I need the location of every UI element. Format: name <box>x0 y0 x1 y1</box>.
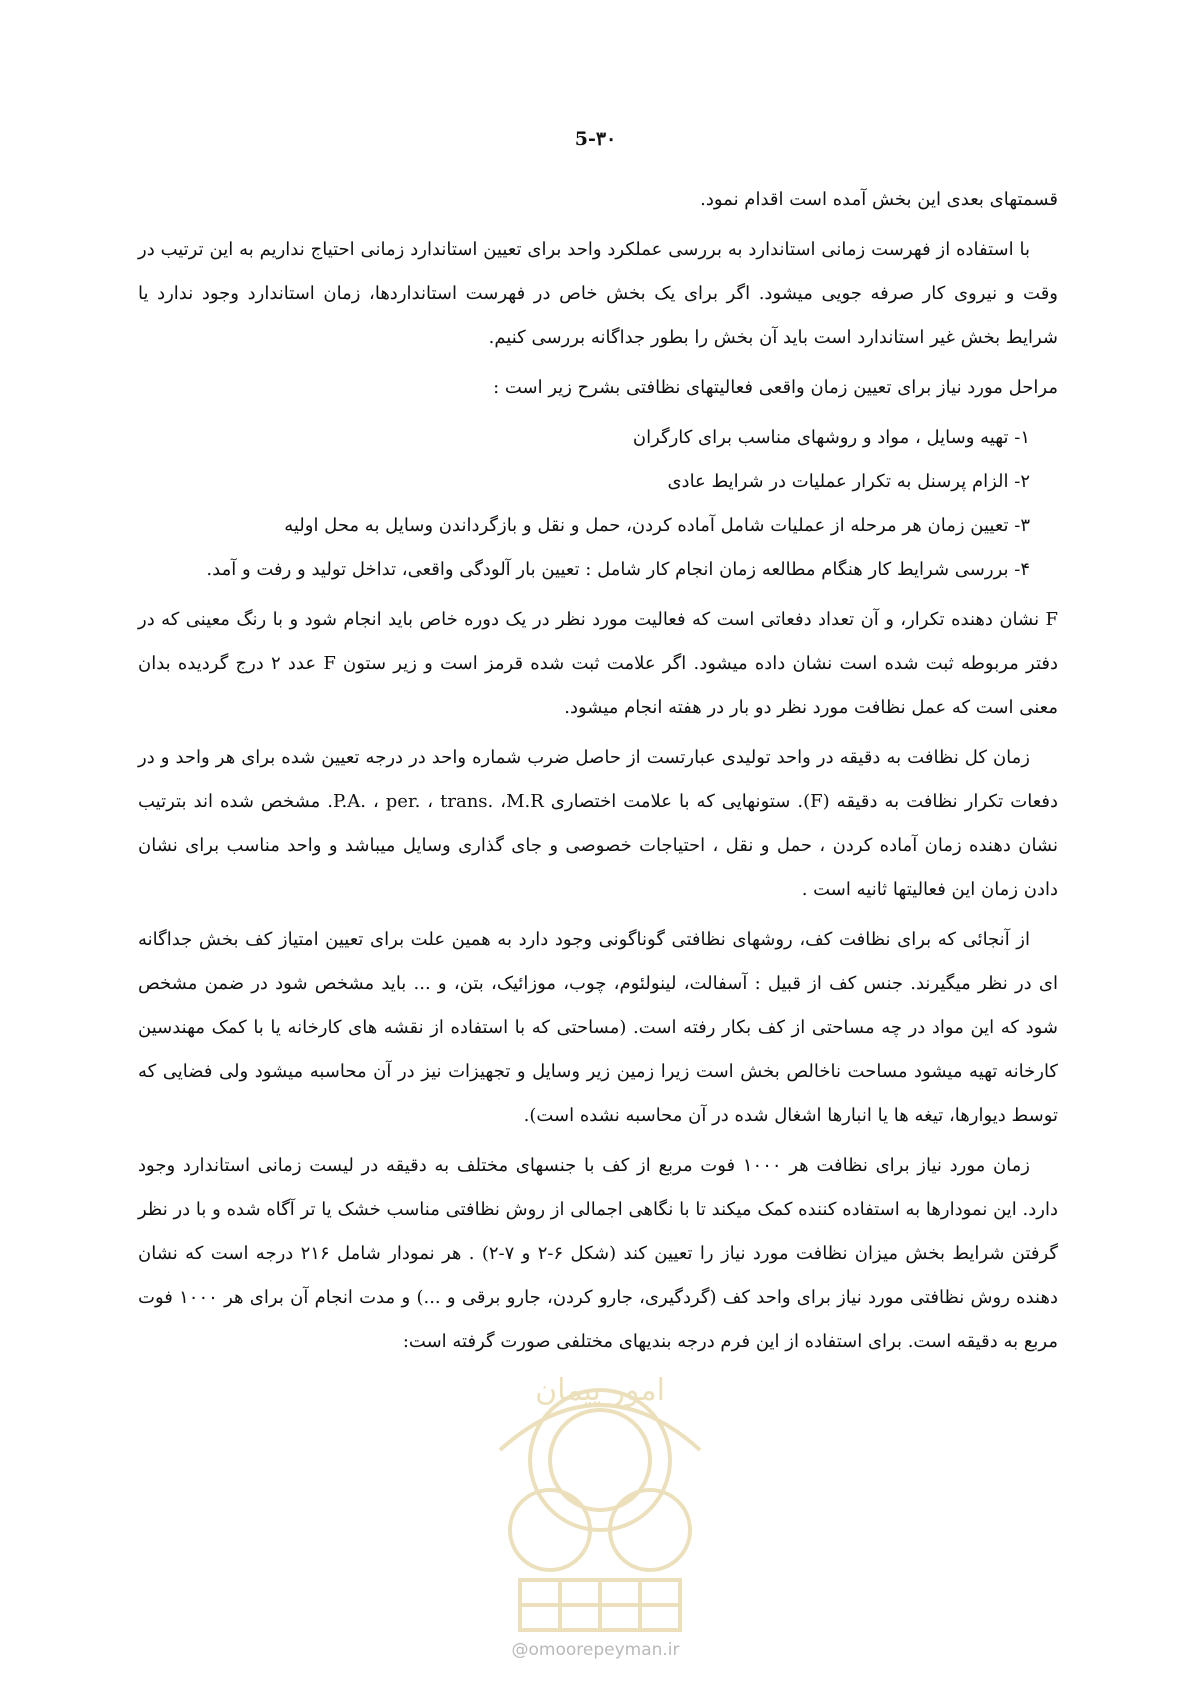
paragraph-standard-time-list: با استفاده از فهرست زمانی استاندارد به بررسی عملکرد واحد برای تعیین استاندارد زمانی احتیاج نداریم به این ترتیب در وقت و نیروی کار صرفه جویی میشود. اگر برای یک بخش خاص در فهرست استانداردها، زمان استاندارد وجود ندارد یا شرایط بخش غیر استاندارد است باید آن بخش را بطور جداگانه بررسی کنیم. <box>138 239 1058 348</box>
list-item: ۲- الزام پرسنل به تکرار عملیات در شرایط عادی <box>667 471 1030 492</box>
paragraph-floor-time: زمان مورد نیاز برای نظافت هر ۱۰۰۰ فوت مربع از کف با جنسهای مختلف به دقیقه در لیست زمانی استاندارد وجود دارد. این نمودارها به استفاده کننده کمک میکند تا با نگاهی اجمالی از روش نظافتی مناسب خشک یا تر آگاه شده و با در نظر گرفتن شرایط بخش میزان نظافت مورد نیاز را تعیین کند (شکل ۶-۲ و ۷-۲) . هر نمودار شامل ۲۱۶ درجه است که نشان دهنده روش نظافتی مورد نیاز برای واحد کف (گردگیری، جارو کردن، جارو برقی و ...) و مدت انجام آن برای هر ۱۰۰۰ فوت مربع به دقیقه است. برای استفاده از این فرم درجه بندیهای مختلفی صورت گرفته است: <box>138 1155 1059 1352</box>
watermark-logo-text: امور پیمان <box>535 1373 665 1408</box>
document-body <box>138 178 1058 1370</box>
watermark-text: @omoorepeyman.ir <box>511 1640 680 1660</box>
paragraph-continuation: قسمتهای بعدی این بخش آمده است اقدام نمود. <box>700 189 1058 210</box>
page-number: 5-۳۰ <box>574 128 617 150</box>
paragraph-steps-intro: مراحل مورد نیاز برای تعیین زمان واقعی فعالیتهای نظافتی بشرح زیر است : <box>493 377 1058 398</box>
list-item: ۳- تعیین زمان هر مرحله از عملیات شامل آماده کردن، حمل و نقل و بازگرداندن وسایل به محل اولیه <box>284 515 1030 536</box>
steps-list <box>138 416 1058 592</box>
watermark-logo <box>460 1340 740 1640</box>
paragraph-floor-cleaning: از آنجائی که برای نظافت کف، روشهای نظافتی گوناگونی وجود دارد به همین علت برای تعیین امتیاز کف بخش جداگانه ای در نظر میگیرند. جنس کف از قبیل : آسفالت، لینولئوم، چوب، موزائیک، بتن، و ... باید مشخص شود در ضمن مشخص شود که این مواد در چه مساحتی از کف بکار رفته است. (مساحتی که با استفاده از نقشه های کارخانه یا با کمک مهندسین کارخانه تهیه میشود مساحت ناخالص بخش است زیرا زمین زیر وسایل و تجهیزات نیز در آن محاسبه میشود ولی فضایی که توسط دیوارها، تیغه ها یا انبارها اشغال شده در آن محاسبه نشده است). <box>138 929 1058 1126</box>
list-item: ۴- بررسی شرایط کار هنگام مطالعه زمان انجام کار شامل : تعیین بار آلودگی واقعی، تداخل تولید و رفت و آمد. <box>206 559 1030 580</box>
paragraph-frequency: F نشان دهنده تکرار، و آن تعداد دفعاتی است که فعالیت مورد نظر در یک دوره خاص باید انجام شود و با رنگ معینی که در دفتر مربوطه ثبت شده است نشان داده میشود. اگر علامت ثبت شده قرمز است و زیر ستون F عدد ۲ درج گردیده بدان معنی است که عمل نظافت مورد نظر دو بار در هفته انجام میشود. <box>138 609 1058 718</box>
paragraph-total-time: زمان کل نظافت به دقیقه در واحد تولیدی عبارتست از حاصل ضرب شماره واحد در درجه تعیین شده برای هر واحد و در دفعات تکرار نظافت به دقیقه (F). ستونهایی که با علامت اختصاری P.A. ، per. ، trans. ،M.R. مشخص شده اند بترتیب نشان دهنده زمان آماده کردن ، حمل و نقل ، احتیاجات خصوصی و جای گذاری وسایل میباشد و واحد مناسب برای نشان دادن زمان این فعالیتها ثانیه است . <box>138 747 1059 900</box>
list-item: ۱- تهیه وسایل ، مواد و روشهای مناسب برای کارگران <box>632 427 1030 448</box>
